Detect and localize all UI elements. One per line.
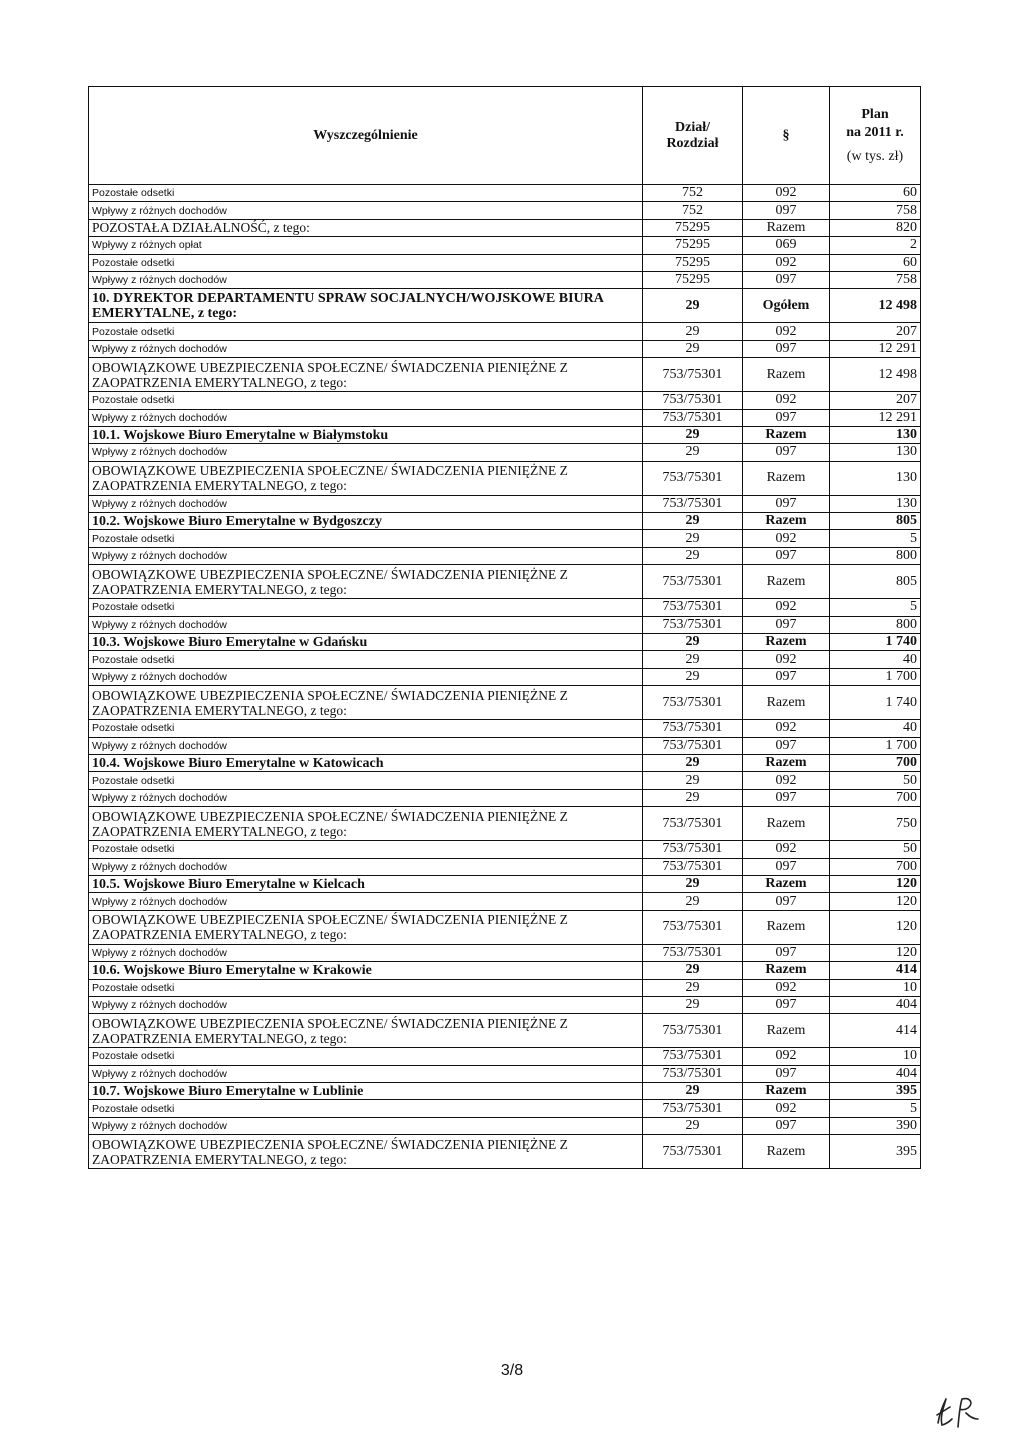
table-row [89, 858, 921, 875]
row-paragraph: Razem [743, 358, 830, 392]
row-paragraph: Razem [743, 875, 830, 892]
row-dzial-rozdzial: 753/75301 [643, 565, 743, 599]
row-paragraph: 097 [743, 858, 830, 875]
row-paragraph: Razem [743, 426, 830, 443]
row-plan-amount: 1 740 [830, 686, 921, 720]
row-paragraph: Razem [743, 634, 830, 651]
table-row [89, 530, 921, 547]
row-plan-amount: 700 [830, 754, 921, 771]
row-description: Wpływy z różnych dochodów [89, 737, 643, 754]
header-dzial-rozdzial [643, 87, 743, 185]
section-row [89, 513, 921, 530]
row-plan-amount: 207 [830, 392, 921, 409]
section-row [89, 875, 921, 892]
table-row [89, 893, 921, 910]
row-plan-amount: 60 [830, 185, 921, 202]
row-dzial-rozdzial: 29 [643, 426, 743, 443]
row-plan-amount: 120 [830, 875, 921, 892]
header-rozdzial: Rozdział [666, 135, 719, 151]
row-paragraph: 097 [743, 789, 830, 806]
row-plan-amount: 1 700 [830, 668, 921, 685]
row-paragraph: 092 [743, 720, 830, 737]
category-row [89, 358, 921, 392]
page-number: 3/8 [500, 1362, 524, 1379]
row-plan-amount: 758 [830, 271, 921, 288]
row-paragraph: Razem [743, 565, 830, 599]
initials-icon [930, 1393, 990, 1433]
row-plan-amount: 60 [830, 254, 921, 271]
row-plan-amount: 758 [830, 202, 921, 219]
row-plan-amount: 10 [830, 1048, 921, 1065]
row-description: Wpływy z różnych dochodów [89, 944, 643, 961]
row-paragraph: 092 [743, 772, 830, 789]
row-plan-amount: 1 700 [830, 737, 921, 754]
row-description: Wpływy z różnych dochodów [89, 789, 643, 806]
row-description: Pozostałe odsetki [89, 720, 643, 737]
row-paragraph: 097 [743, 893, 830, 910]
row-plan-amount: 1 740 [830, 634, 921, 651]
row-plan-amount: 2 [830, 237, 921, 254]
row-description: 10. DYREKTOR DEPARTAMENTU SPRAW SOCJALNYCH/WOJSKOWE BIURA EMERYTALNE, z tego: [89, 289, 643, 323]
row-plan-amount: 5 [830, 599, 921, 616]
table-row [89, 944, 921, 961]
row-description: Wpływy z różnych opłat [89, 237, 643, 254]
row-dzial-rozdzial: 753/75301 [643, 599, 743, 616]
row-paragraph: Razem [743, 461, 830, 495]
section-row [89, 634, 921, 651]
row-plan-amount: 12 498 [830, 289, 921, 323]
category-row [89, 1135, 921, 1169]
row-description: Wpływy z różnych dochodów [89, 996, 643, 1013]
row-paragraph: Ogółem [743, 289, 830, 323]
row-dzial-rozdzial: 29 [643, 547, 743, 564]
row-paragraph: 092 [743, 323, 830, 340]
row-dzial-rozdzial: 29 [643, 513, 743, 530]
budget-table [88, 86, 921, 1169]
row-paragraph: 092 [743, 185, 830, 202]
table-row [89, 271, 921, 288]
header-plan-year: na 2011 r. [846, 124, 904, 140]
row-description: OBOWIĄZKOWE UBEZPIECZENIA SPOŁECZNE/ ŚWIADCZENIA PIENIĘŻNE Z ZAOPATRZENIA EMERYTALNEGO, z tego: [89, 686, 643, 720]
row-plan-amount: 10 [830, 979, 921, 996]
header-dzial: Dział/ [675, 119, 710, 135]
row-paragraph: Razem [743, 910, 830, 944]
table-row [89, 1065, 921, 1082]
row-description: Wpływy z różnych dochodów [89, 1117, 643, 1134]
row-plan-amount: 805 [830, 513, 921, 530]
row-paragraph: 097 [743, 668, 830, 685]
header-paragraph: § [743, 87, 830, 185]
row-dzial-rozdzial: 75295 [643, 271, 743, 288]
row-dzial-rozdzial: 29 [643, 962, 743, 979]
row-plan-amount: 130 [830, 461, 921, 495]
row-plan-amount: 800 [830, 616, 921, 633]
table-row [89, 996, 921, 1013]
row-dzial-rozdzial: 29 [643, 789, 743, 806]
category-row [89, 565, 921, 599]
row-plan-amount: 800 [830, 547, 921, 564]
row-plan-amount: 805 [830, 565, 921, 599]
section-row [89, 962, 921, 979]
category-row [89, 686, 921, 720]
row-paragraph: 097 [743, 202, 830, 219]
row-dzial-rozdzial: 75295 [643, 219, 743, 236]
row-dzial-rozdzial: 29 [643, 651, 743, 668]
row-plan-amount: 120 [830, 944, 921, 961]
table-row [89, 444, 921, 461]
row-plan-amount: 820 [830, 219, 921, 236]
row-dzial-rozdzial: 29 [643, 772, 743, 789]
row-description: OBOWIĄZKOWE UBEZPIECZENIA SPOŁECZNE/ ŚWIADCZENIA PIENIĘŻNE Z ZAOPATRZENIA EMERYTALNEGO, z tego: [89, 1014, 643, 1048]
category-row [89, 1014, 921, 1048]
row-dzial-rozdzial: 753/75301 [643, 737, 743, 754]
row-plan-amount: 50 [830, 841, 921, 858]
row-dzial-rozdzial: 753/75301 [643, 910, 743, 944]
row-description: Pozostałe odsetki [89, 1100, 643, 1117]
row-dzial-rozdzial: 29 [643, 996, 743, 1013]
row-dzial-rozdzial: 29 [643, 754, 743, 771]
row-paragraph: 092 [743, 530, 830, 547]
row-dzial-rozdzial: 752 [643, 202, 743, 219]
row-plan-amount: 414 [830, 1014, 921, 1048]
row-plan-amount: 5 [830, 530, 921, 547]
table-row [89, 237, 921, 254]
row-description: 10.6. Wojskowe Biuro Emerytalne w Krakowie [89, 962, 643, 979]
row-dzial-rozdzial: 29 [643, 1083, 743, 1100]
row-dzial-rozdzial: 29 [643, 979, 743, 996]
row-dzial-rozdzial: 752 [643, 185, 743, 202]
row-paragraph: 097 [743, 1117, 830, 1134]
table-row [89, 323, 921, 340]
row-description: Pozostałe odsetki [89, 1048, 643, 1065]
table-row [89, 737, 921, 754]
row-description: Wpływy z różnych dochodów [89, 893, 643, 910]
row-description: OBOWIĄZKOWE UBEZPIECZENIA SPOŁECZNE/ ŚWIADCZENIA PIENIĘŻNE Z ZAOPATRZENIA EMERYTALNEGO, z tego: [89, 358, 643, 392]
table-row [89, 1048, 921, 1065]
row-dzial-rozdzial: 753/75301 [643, 1135, 743, 1169]
section-row [89, 426, 921, 443]
row-dzial-rozdzial: 75295 [643, 237, 743, 254]
table-row [89, 720, 921, 737]
row-description: Pozostałe odsetki [89, 254, 643, 271]
row-dzial-rozdzial: 753/75301 [643, 495, 743, 512]
table-row [89, 1100, 921, 1117]
row-plan-amount: 700 [830, 858, 921, 875]
row-plan-amount: 207 [830, 323, 921, 340]
row-description: 10.7. Wojskowe Biuro Emerytalne w Lublinie [89, 1083, 643, 1100]
row-paragraph: 097 [743, 409, 830, 426]
row-dzial-rozdzial: 753/75301 [643, 409, 743, 426]
row-paragraph: Razem [743, 962, 830, 979]
table-row [89, 979, 921, 996]
row-dzial-rozdzial: 29 [643, 1117, 743, 1134]
row-plan-amount: 120 [830, 893, 921, 910]
row-plan-amount: 700 [830, 789, 921, 806]
table-row [89, 616, 921, 633]
row-description: OBOWIĄZKOWE UBEZPIECZENIA SPOŁECZNE/ ŚWIADCZENIA PIENIĘŻNE Z ZAOPATRZENIA EMERYTALNEGO, z tego: [89, 910, 643, 944]
section-row [89, 754, 921, 771]
row-plan-amount: 404 [830, 996, 921, 1013]
table-row [89, 772, 921, 789]
row-description: Wpływy z różnych dochodów [89, 1065, 643, 1082]
row-dzial-rozdzial: 753/75301 [643, 1014, 743, 1048]
row-dzial-rozdzial: 29 [643, 289, 743, 323]
row-dzial-rozdzial: 753/75301 [643, 944, 743, 961]
header-plan [830, 87, 921, 185]
row-paragraph: Razem [743, 1083, 830, 1100]
row-description: Pozostałe odsetki [89, 185, 643, 202]
row-description: Pozostałe odsetki [89, 530, 643, 547]
row-paragraph: Razem [743, 1135, 830, 1169]
category-row [89, 807, 921, 841]
section-row [89, 1083, 921, 1100]
row-plan-amount: 414 [830, 962, 921, 979]
row-dzial-rozdzial: 29 [643, 340, 743, 357]
row-description: 10.4. Wojskowe Biuro Emerytalne w Katowicach [89, 754, 643, 771]
row-paragraph: 092 [743, 392, 830, 409]
table-row [89, 789, 921, 806]
row-paragraph: 097 [743, 495, 830, 512]
row-description: Pozostałe odsetki [89, 323, 643, 340]
table-header-row [89, 87, 921, 185]
row-dzial-rozdzial: 29 [643, 893, 743, 910]
header-description: Wyszczególnienie [89, 87, 643, 185]
row-dzial-rozdzial: 753/75301 [643, 461, 743, 495]
row-paragraph: 092 [743, 1048, 830, 1065]
row-plan-amount: 12 291 [830, 409, 921, 426]
row-description: Wpływy z różnych dochodów [89, 616, 643, 633]
row-paragraph: Razem [743, 1014, 830, 1048]
row-plan-amount: 40 [830, 720, 921, 737]
row-dzial-rozdzial: 753/75301 [643, 616, 743, 633]
row-plan-amount: 5 [830, 1100, 921, 1117]
row-paragraph: 097 [743, 547, 830, 564]
row-description: Pozostałe odsetki [89, 651, 643, 668]
row-description: OBOWIĄZKOWE UBEZPIECZENIA SPOŁECZNE/ ŚWIADCZENIA PIENIĘŻNE Z ZAOPATRZENIA EMERYTALNEGO, z tego: [89, 565, 643, 599]
row-description: Pozostałe odsetki [89, 772, 643, 789]
row-paragraph: 092 [743, 651, 830, 668]
row-description: Wpływy z różnych dochodów [89, 858, 643, 875]
table-row [89, 340, 921, 357]
row-plan-amount: 12 498 [830, 358, 921, 392]
row-paragraph: 092 [743, 254, 830, 271]
header-plan-unit: (w tys. zł) [846, 148, 904, 164]
row-dzial-rozdzial: 753/75301 [643, 1100, 743, 1117]
row-description: Wpływy z różnych dochodów [89, 444, 643, 461]
row-dzial-rozdzial: 753/75301 [643, 841, 743, 858]
table-row [89, 651, 921, 668]
row-dzial-rozdzial: 753/75301 [643, 858, 743, 875]
table-row [89, 495, 921, 512]
row-dzial-rozdzial: 29 [643, 444, 743, 461]
row-dzial-rozdzial: 29 [643, 634, 743, 651]
table-row [89, 1117, 921, 1134]
row-paragraph: Razem [743, 807, 830, 841]
row-description: POZOSTAŁA DZIAŁALNOŚĆ, z tego: [89, 219, 643, 236]
row-dzial-rozdzial: 29 [643, 668, 743, 685]
row-plan-amount: 404 [830, 1065, 921, 1082]
category-row [89, 461, 921, 495]
category-row [89, 910, 921, 944]
row-description: 10.3. Wojskowe Biuro Emerytalne w Gdańsku [89, 634, 643, 651]
row-description: Wpływy z różnych dochodów [89, 202, 643, 219]
row-paragraph: 097 [743, 1065, 830, 1082]
category-row [89, 219, 921, 236]
row-paragraph: Razem [743, 219, 830, 236]
row-plan-amount: 395 [830, 1135, 921, 1169]
row-description: Pozostałe odsetki [89, 979, 643, 996]
row-paragraph: 092 [743, 599, 830, 616]
table-row [89, 841, 921, 858]
table-row [89, 668, 921, 685]
table-row [89, 599, 921, 616]
row-plan-amount: 395 [830, 1083, 921, 1100]
row-plan-amount: 750 [830, 807, 921, 841]
row-description: Pozostałe odsetki [89, 392, 643, 409]
row-plan-amount: 130 [830, 495, 921, 512]
row-dzial-rozdzial: 753/75301 [643, 686, 743, 720]
row-paragraph: 097 [743, 944, 830, 961]
row-description: Pozostałe odsetki [89, 841, 643, 858]
row-description: OBOWIĄZKOWE UBEZPIECZENIA SPOŁECZNE/ ŚWIADCZENIA PIENIĘŻNE Z ZAOPATRZENIA EMERYTALNEGO, z tego: [89, 807, 643, 841]
row-paragraph: Razem [743, 686, 830, 720]
table-row [89, 547, 921, 564]
row-dzial-rozdzial: 29 [643, 323, 743, 340]
handwritten-initials [930, 1393, 990, 1438]
row-paragraph: 097 [743, 737, 830, 754]
row-dzial-rozdzial: 753/75301 [643, 807, 743, 841]
row-dzial-rozdzial: 753/75301 [643, 1048, 743, 1065]
row-description: 10.1. Wojskowe Biuro Emerytalne w Białymstoku [89, 426, 643, 443]
row-description: Wpływy z różnych dochodów [89, 271, 643, 288]
table-row [89, 392, 921, 409]
row-plan-amount: 390 [830, 1117, 921, 1134]
row-dzial-rozdzial: 753/75301 [643, 358, 743, 392]
row-description: 10.2. Wojskowe Biuro Emerytalne w Bydgoszczy [89, 513, 643, 530]
row-paragraph: 097 [743, 271, 830, 288]
row-description: Wpływy z różnych dochodów [89, 668, 643, 685]
row-paragraph: 097 [743, 996, 830, 1013]
row-description: Wpływy z różnych dochodów [89, 495, 643, 512]
row-paragraph: 092 [743, 1100, 830, 1117]
row-description: Wpływy z różnych dochodów [89, 340, 643, 357]
row-paragraph: Razem [743, 754, 830, 771]
row-description: Wpływy z różnych dochodów [89, 409, 643, 426]
row-description: OBOWIĄZKOWE UBEZPIECZENIA SPOŁECZNE/ ŚWIADCZENIA PIENIĘŻNE Z ZAOPATRZENIA EMERYTALNEGO, z tego: [89, 461, 643, 495]
table-row [89, 185, 921, 202]
row-plan-amount: 120 [830, 910, 921, 944]
row-paragraph: Razem [743, 513, 830, 530]
row-description: Wpływy z różnych dochodów [89, 547, 643, 564]
row-plan-amount: 130 [830, 444, 921, 461]
row-paragraph: 097 [743, 444, 830, 461]
table-row [89, 254, 921, 271]
row-paragraph: 092 [743, 841, 830, 858]
row-paragraph: 092 [743, 979, 830, 996]
row-description: OBOWIĄZKOWE UBEZPIECZENIA SPOŁECZNE/ ŚWIADCZENIA PIENIĘŻNE Z ZAOPATRZENIA EMERYTALNEGO, z tego: [89, 1135, 643, 1169]
row-description: 10.5. Wojskowe Biuro Emerytalne w Kielcach [89, 875, 643, 892]
row-dzial-rozdzial: 75295 [643, 254, 743, 271]
row-paragraph: 069 [743, 237, 830, 254]
row-plan-amount: 50 [830, 772, 921, 789]
row-paragraph: 097 [743, 340, 830, 357]
row-plan-amount: 130 [830, 426, 921, 443]
header-plan-title: Plan [861, 106, 889, 122]
row-dzial-rozdzial: 753/75301 [643, 720, 743, 737]
table-row [89, 202, 921, 219]
table-row [89, 409, 921, 426]
row-dzial-rozdzial: 29 [643, 875, 743, 892]
row-description: Pozostałe odsetki [89, 599, 643, 616]
row-plan-amount: 12 291 [830, 340, 921, 357]
row-dzial-rozdzial: 753/75301 [643, 1065, 743, 1082]
row-dzial-rozdzial: 753/75301 [643, 392, 743, 409]
row-paragraph: 097 [743, 616, 830, 633]
row-dzial-rozdzial: 29 [643, 530, 743, 547]
row-plan-amount: 40 [830, 651, 921, 668]
section-row [89, 289, 921, 323]
table-body [89, 185, 921, 1169]
